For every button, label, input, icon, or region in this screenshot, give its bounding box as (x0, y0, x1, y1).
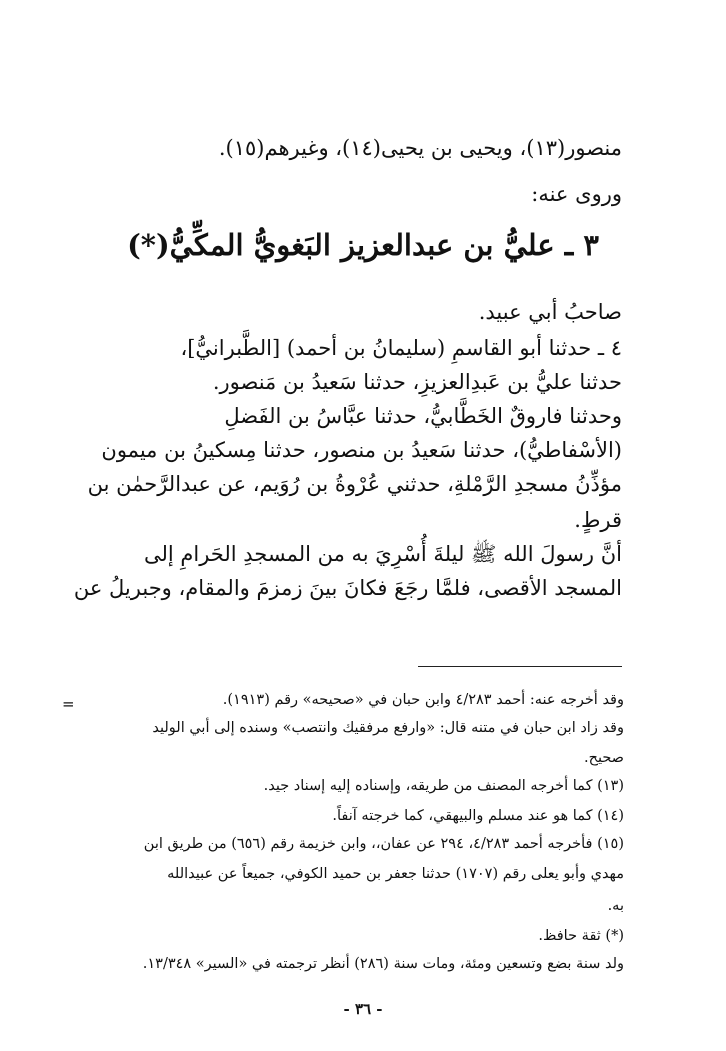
footnote-line: مهدي وأبو يعلى رقم (١٧٠٧) حدثنا جعفر بن حميد الكوفي، جميعاً عن عبيدالله (167, 866, 624, 882)
entry-line: (الأسْفاطيُّ)، حدثنا سَعيدُ بن منصور، حدثنا مِسكينُ بن ميمون (101, 438, 622, 462)
entry-line: ٤ ـ حدثنا أبو القاسمِ (سليمانُ بن أحمد) [الطَّبرانيُّ]، (180, 336, 622, 360)
footnote-14: (١٤) كما هو عند مسلم والبيهقي، كما خرجته آنفاً. (332, 808, 624, 824)
entry-line: صاحبُ أبي عبيد. (478, 300, 622, 324)
footnote-line: وقد أخرجه عنه: أحمد ٤/٢٨٣ وابن حبان في «صحيحه» رقم (١٩١٣). (222, 692, 624, 708)
entry-heading: ٣ ـ عليُّ بن عبدالعزيز البَغويُّ المكِّيُّ(*) (127, 228, 599, 262)
entry-line: المسجد الأقصى، فلمَّا رجَعَ فكانَ بينَ زمزمَ والمقام، وجبريلُ عن (73, 576, 622, 600)
entry-line: أنَّ رسولَ الله ﷺ ليلةَ أُسْرِيَ به من المسجدِ الحَرامِ إلى (143, 542, 622, 566)
footnote-line: ولد سنة بضع وتسعين ومئة، ومات سنة (٢٨٦) أنظر ترجمته في «السير» ١٣/٣٤٨. (142, 956, 624, 972)
footnote-line: صحيح. (583, 750, 624, 766)
entry-line: حدثنا عليُّ بن عَبدِالعزيزِ، حدثنا سَعيدُ بن مَنصور. (212, 370, 622, 394)
footnote-13: (١٣) كما أخرجه المصنف من طريقه، وإسناده إليه إسناد جيد. (263, 778, 624, 794)
body-line-continuation: منصور(١٣)، ويحيى بن يحيى(١٤)، وغيرهم(١٥). (218, 136, 622, 160)
footnote-separator (418, 666, 622, 667)
footnote-15: (١٥) فأخرجه أحمد ٤/٢٨٣، ٢٩٤ عن عفان،، وابن خزيمة رقم (٦٥٦) من طريق ابن (143, 836, 624, 852)
page-number: - ٣٦ - (343, 1000, 383, 1018)
footnote-line: وقد زاد ابن حبان في متنه قال: «وارفع مرفقيك وانتصب» وسنده إلى أبي الوليد (152, 720, 624, 736)
body-line-narrated-from-him: وروى عنه: (531, 182, 622, 206)
footnote-star: (*) ثقة حافظ. (538, 928, 624, 944)
footnote-continuation-mark: = (62, 695, 75, 713)
entry-line: وحدثنا فاروقٌ الخَطَّابيُّ، حدثنا عبَّاسُ بن الفَضلِ (224, 404, 622, 428)
entry-line: مؤذِّنُ مسجدِ الرَّمْلةِ، حدثني عُرْوةُ بن رُوَيم، عن عبدالرَّحمٰن بن (87, 472, 622, 496)
entry-line: قرطٍ. (574, 508, 622, 532)
footnote-line: به. (607, 898, 624, 914)
